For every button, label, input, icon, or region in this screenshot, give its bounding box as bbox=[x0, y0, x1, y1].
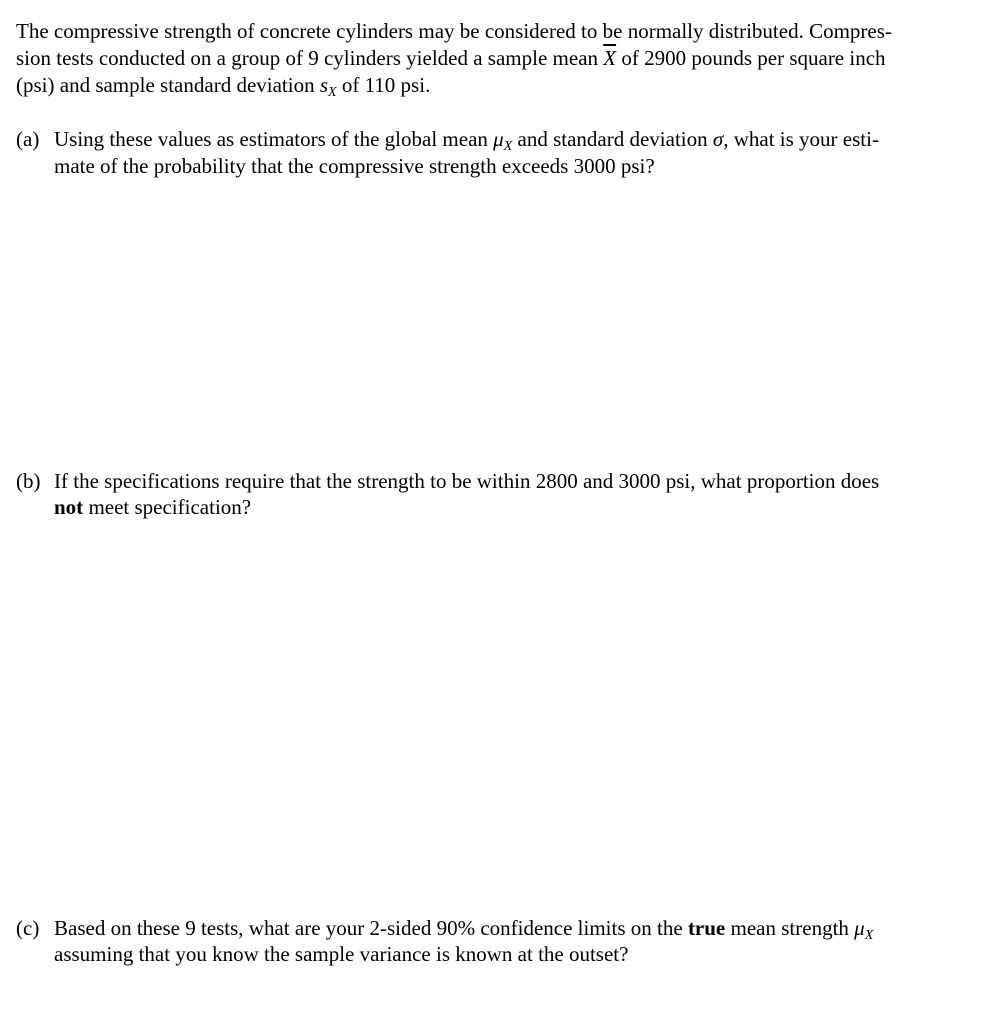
intro-line-3 bbox=[16, 72, 430, 106]
part-c-text-1a: Based on these 9 tests, what are your 2-sided 90% confidence limits on the bbox=[54, 916, 688, 940]
intro-text-1: The compressive strength of concrete cylinders may be considered to be normally distributed. Compres- bbox=[16, 19, 892, 43]
part-c-line-2 bbox=[54, 941, 628, 967]
part-a-text-1b: and standard deviation bbox=[512, 127, 713, 151]
intro-text-2a: sion tests conducted on a group of 9 cylinders yielded a sample mean bbox=[16, 46, 604, 70]
intro-line-2 bbox=[16, 45, 886, 71]
part-c-text-2: assuming that you know the sample variance is known at the outset? bbox=[54, 942, 629, 966]
part-b-bold-not: not bbox=[54, 495, 84, 519]
intro-line-1 bbox=[16, 18, 892, 44]
part-c-bold-true: true bbox=[687, 916, 726, 940]
part-c-label: (c) bbox=[16, 916, 40, 940]
part-a-line-2 bbox=[54, 153, 655, 179]
part-a-text-1a: Using these values as estimators of the global mean bbox=[54, 127, 494, 151]
part-a-label: (a) bbox=[16, 127, 40, 151]
part-a-text-1c: , what is your esti- bbox=[723, 127, 879, 151]
part-b-text-2: meet specification? bbox=[83, 495, 252, 519]
global-mean-symbol: μ bbox=[493, 127, 504, 151]
part-b-line-2 bbox=[54, 494, 251, 520]
global-mean-subscript: X bbox=[503, 139, 513, 154]
sample-sd-subscript: X bbox=[328, 85, 337, 100]
sample-sd-symbol: s bbox=[319, 73, 329, 97]
sigma-symbol: σ bbox=[712, 127, 724, 151]
true-mean-subscript: X bbox=[864, 928, 874, 943]
part-a-text-2: mate of the probability that the compressive strength exceeds 3000 psi? bbox=[54, 154, 655, 178]
part-b-label: (b) bbox=[16, 469, 41, 493]
sample-mean-symbol: $\overline{X}$ bbox=[603, 46, 617, 70]
part-c-text-1b: mean strength bbox=[725, 916, 855, 940]
intro-text-3b: of 110 psi. bbox=[336, 73, 431, 97]
intro-text-3a: (psi) and sample standard deviation bbox=[16, 73, 320, 97]
part-b-line-1 bbox=[16, 468, 879, 494]
part-b-text-1: If the specifications require that the strength to be within 2800 and 3000 psi, what proportion does bbox=[54, 469, 880, 493]
intro-text-2b: of 2900 pounds per square inch bbox=[616, 46, 886, 70]
true-mean-symbol: μ bbox=[854, 916, 865, 940]
